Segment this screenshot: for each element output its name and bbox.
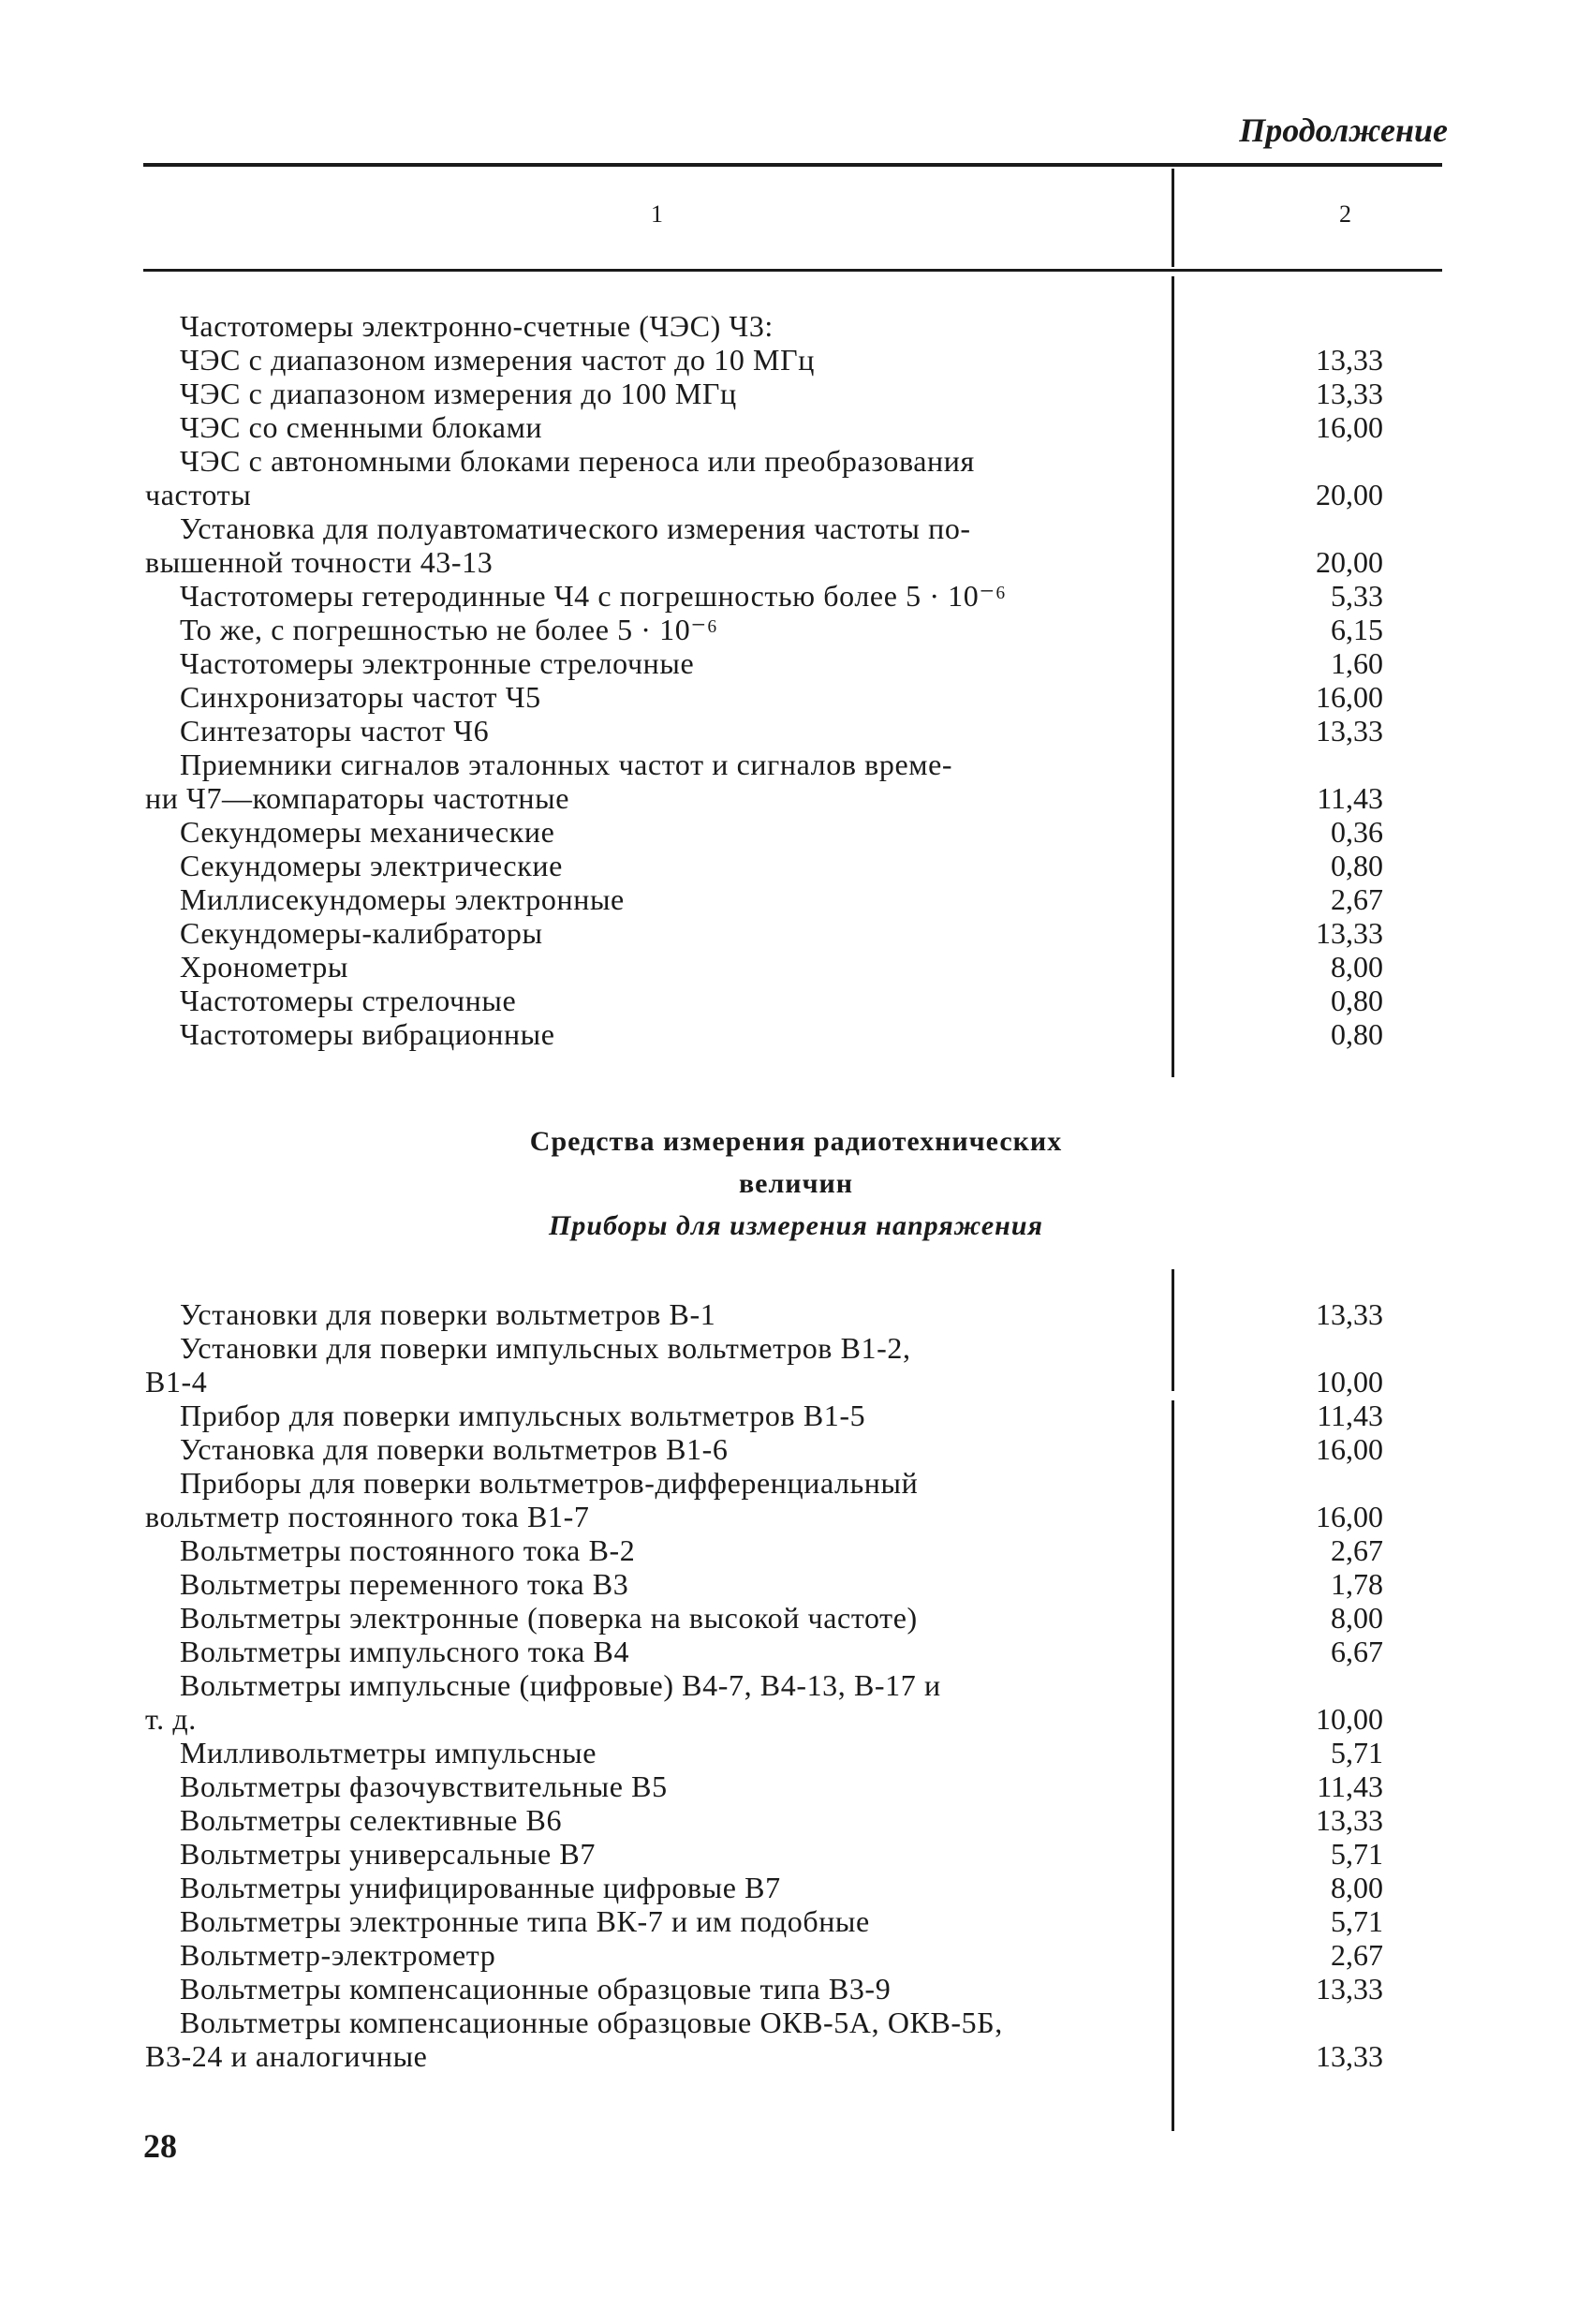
row-value: 20,00 [1316, 545, 1383, 579]
row-value: 16,00 [1316, 1432, 1383, 1466]
row-description [145, 646, 1142, 680]
row-description [145, 1432, 1142, 1466]
row-description [145, 1331, 1142, 1399]
row-value: 20,00 [1316, 478, 1383, 511]
description-line: Установка для поверки вольтметров В1-6 [180, 1432, 729, 1466]
row-description [145, 882, 1142, 916]
column-number-2: 2 [1339, 200, 1351, 228]
row-description [145, 1938, 1142, 1972]
row-value: 0,80 [1331, 984, 1383, 1017]
row-value: 16,00 [1316, 1500, 1383, 1533]
row-description [145, 1769, 1142, 1803]
section-subtitle: Приборы для измерения напряжения [549, 1210, 1043, 1241]
row-value: 0,80 [1331, 1017, 1383, 1051]
row-value: 13,33 [1316, 1972, 1383, 2006]
row-value: 1,60 [1331, 646, 1383, 680]
description-line: Установки для поверки импульсных вольтметров В1-2, [180, 1331, 911, 1365]
row-value: 13,33 [1316, 343, 1383, 377]
row-description [145, 1533, 1142, 1567]
description-line: Вольтметры электронные типа ВК-7 и им подобные [180, 1904, 870, 1938]
description-line: Вольтметры компенсационные образцовые ОКВ-5А, ОКВ-5Б, [180, 2006, 1003, 2039]
row-value: 13,33 [1316, 714, 1383, 748]
description-line: Приемники сигналов эталонных частот и сигналов време- [180, 748, 953, 781]
description-line: Установка для полуавтоматического измерения частоты по- [180, 511, 971, 545]
row-value: 2,67 [1331, 1938, 1383, 1972]
description-line: ЧЭС со сменными блоками [180, 410, 543, 444]
row-value: 16,00 [1316, 680, 1383, 714]
row-value: 0,80 [1331, 849, 1383, 882]
table-top-rule [143, 163, 1442, 167]
row-description [145, 343, 1142, 377]
description-line: Вольтметры электронные (поверка на высокой частоте) [180, 1601, 918, 1635]
row-value: 5,33 [1331, 579, 1383, 613]
table1-column-divider [1172, 276, 1174, 1077]
description-line: вольтметр постоянного тока В1-7 [145, 1500, 590, 1533]
row-description [145, 1466, 1142, 1533]
description-line: В3-24 и аналогичные [145, 2039, 428, 2073]
row-description [145, 579, 1142, 613]
row-description [145, 1837, 1142, 1871]
row-description [145, 849, 1142, 882]
row-value: 5,71 [1331, 1736, 1383, 1769]
description-line: ЧЭС с диапазоном измерения до 100 МГц [180, 377, 737, 410]
section-title-line2: величин [738, 1168, 854, 1199]
row-value: 13,33 [1316, 1297, 1383, 1331]
row-description [145, 1736, 1142, 1769]
row-value: 13,33 [1316, 2039, 1383, 2073]
header-bottom-rule [143, 269, 1442, 272]
description-line: Вольтметры импульсного тока В4 [180, 1635, 630, 1668]
description-line: ЧЭС с автономными блоками переноса или преобразования [180, 444, 975, 478]
description-line: Секундомеры-калибраторы [180, 916, 543, 950]
row-description [145, 1972, 1142, 2006]
row-description [145, 1297, 1142, 1331]
description-line: Частотомеры гетеродинные Ч4 с погрешностью более 5 · 10⁻⁶ [180, 579, 1007, 613]
row-value: 10,00 [1316, 1702, 1383, 1736]
description-line: То же, с погрешностью не более 5 · 10⁻⁶ [180, 613, 718, 646]
description-line: Синтезаторы частот Ч6 [180, 714, 490, 748]
section-title-line1: Средства измерения радиотехнических [529, 1126, 1063, 1157]
description-line: Синхронизаторы частот Ч5 [180, 680, 541, 714]
row-description [145, 748, 1142, 815]
description-line: Секундомеры механические [180, 815, 555, 849]
row-description [145, 1803, 1142, 1837]
row-description [145, 1399, 1142, 1432]
row-value: 2,67 [1331, 882, 1383, 916]
description-line: Прибор для поверки импульсных вольтметров В1-5 [180, 1399, 866, 1432]
description-line: вышенной точности 43-13 [145, 545, 494, 579]
row-value: 8,00 [1331, 1871, 1383, 1904]
row-description [145, 1601, 1142, 1635]
row-value: 16,00 [1316, 410, 1383, 444]
row-description [145, 916, 1142, 950]
row-description [145, 714, 1142, 748]
continuation-label: Продолжение [1239, 111, 1448, 149]
row-description [145, 444, 1142, 511]
description-line: Установки для поверки вольтметров В-1 [180, 1297, 716, 1331]
row-description [145, 1017, 1142, 1051]
description-line: Частотомеры электронно-счетные (ЧЭС) Ч3: [180, 309, 774, 343]
description-line: ЧЭС с диапазоном измерения частот до 10 МГц [180, 343, 815, 377]
description-line: Вольтметры универсальные В7 [180, 1837, 596, 1871]
description-line: Вольтметр-электрометр [180, 1938, 496, 1972]
description-line: Вольтметры фазочувствительные В5 [180, 1769, 668, 1803]
row-value: 2,67 [1331, 1533, 1383, 1567]
row-description [145, 950, 1142, 984]
row-description [145, 1871, 1142, 1904]
table2-column-divider [1172, 1400, 1174, 2131]
row-description [145, 680, 1142, 714]
description-line: Частотомеры стрелочные [180, 984, 517, 1017]
column-number-1: 1 [651, 200, 663, 228]
row-value: 5,71 [1331, 1837, 1383, 1871]
row-description [145, 815, 1142, 849]
row-value: 5,71 [1331, 1904, 1383, 1938]
row-description [145, 511, 1142, 579]
row-value: 11,43 [1317, 781, 1383, 815]
row-value: 13,33 [1316, 916, 1383, 950]
row-value: 13,33 [1316, 377, 1383, 410]
row-description [145, 1904, 1142, 1938]
row-value: 6,15 [1331, 613, 1383, 646]
table2-column-divider-top [1172, 1269, 1174, 1391]
header-column-divider [1172, 169, 1174, 267]
row-value: 11,43 [1317, 1399, 1383, 1432]
row-value: 10,00 [1316, 1365, 1383, 1399]
row-description [145, 1635, 1142, 1668]
row-description [145, 1668, 1142, 1736]
row-value: 13,33 [1316, 1803, 1383, 1837]
description-line: Приборы для поверки вольтметров-дифференциальный [180, 1466, 919, 1500]
row-value: 1,78 [1331, 1567, 1383, 1601]
description-line: Миллисекундомеры электронные [180, 882, 625, 916]
description-line: Вольтметры селективные В6 [180, 1803, 563, 1837]
description-line: Милливольтметры импульсные [180, 1736, 597, 1769]
page-number: 28 [143, 2127, 177, 2165]
description-line: частоты [145, 478, 252, 511]
description-line: Вольтметры переменного тока В3 [180, 1567, 629, 1601]
row-description [145, 984, 1142, 1017]
row-value: 8,00 [1331, 950, 1383, 984]
description-line: Секундомеры электрические [180, 849, 563, 882]
row-value: 11,43 [1317, 1769, 1383, 1803]
row-description [145, 2006, 1142, 2073]
description-line: Вольтметры импульсные (цифровые) В4-7, В4-13, В-17 и [180, 1668, 941, 1702]
description-line: Вольтметры компенсационные образцовые типа В3-9 [180, 1972, 892, 2006]
row-description [145, 613, 1142, 646]
description-line: т. д. [145, 1702, 197, 1736]
description-line: Вольтметры постоянного тока В-2 [180, 1533, 636, 1567]
row-description [145, 1567, 1142, 1601]
row-description [145, 377, 1142, 410]
description-line: Хронометры [180, 950, 348, 984]
description-line: Частотомеры вибрационные [180, 1017, 555, 1051]
description-line: ни Ч7—компараторы частотные [145, 781, 570, 815]
description-line: В1-4 [145, 1365, 208, 1399]
row-value: 6,67 [1331, 1635, 1383, 1668]
description-line: Вольтметры унифицированные цифровые В7 [180, 1871, 781, 1904]
row-value: 0,36 [1331, 815, 1383, 849]
row-value: 8,00 [1331, 1601, 1383, 1635]
row-description [145, 309, 1142, 343]
description-line: Частотомеры электронные стрелочные [180, 646, 695, 680]
row-description [145, 410, 1142, 444]
